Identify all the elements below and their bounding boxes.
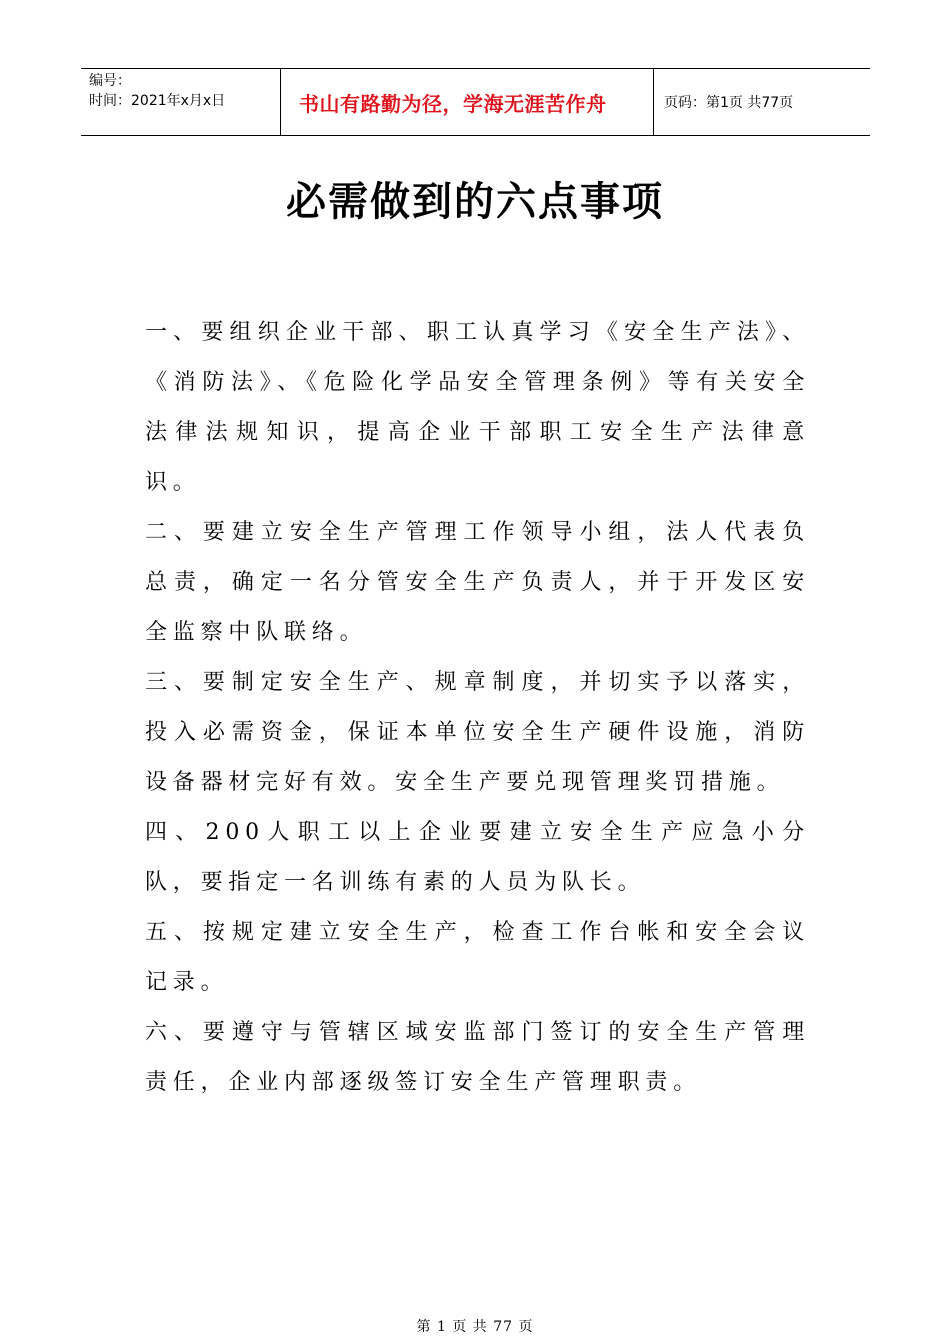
page-info: 页码：第1页 共77页	[664, 95, 794, 111]
paragraph-6: 六、要遵守与管辖区域安监部门签订的安全生产管理责任，企业内部逐级签订安全生产管理职责。	[145, 1020, 810, 1095]
header-meta-cell	[81, 69, 281, 135]
document-title: 必需做到的六点事项	[286, 178, 664, 225]
document-body	[145, 308, 810, 1108]
paragraph-2: 二、要建立安全生产管理工作领导小组，法人代表负总责，确定一名分管安全生产负责人，并于开发区安全监察中队联络。	[145, 520, 810, 645]
paragraph-4: 四、200人职工以上企业要建立安全生产应急小分队，要指定一名训练有素的人员为队长。	[145, 820, 810, 895]
header-page-cell	[654, 69, 870, 135]
page-footer: 第 1 页 共 77 页	[416, 1319, 534, 1335]
document-header	[81, 68, 870, 136]
paragraph-3: 三、要制定安全生产、规章制度，并切实予以落实，投入必需资金，保证本单位安全生产硬件设施，消防设备器材完好有效。安全生产要兑现管理奖罚措施。	[145, 670, 810, 795]
number-label: 编号：	[89, 73, 131, 89]
paragraph-5: 五、按规定建立安全生产，检查工作台帐和安全会议记录。	[145, 920, 810, 995]
time-label: 时间：2021年x月x日	[89, 93, 226, 109]
paragraph-1: 一、要组织企业干部、职工认真学习《安全生产法》、《消防法》、《危险化学品安全管理条例》等有关安全法律法规知识，提高企业干部职工安全生产法律意识。	[145, 320, 810, 495]
header-motto-cell	[281, 69, 654, 135]
motto-text: 书山有路勤为径，学海无涯苦作舟	[299, 91, 607, 116]
